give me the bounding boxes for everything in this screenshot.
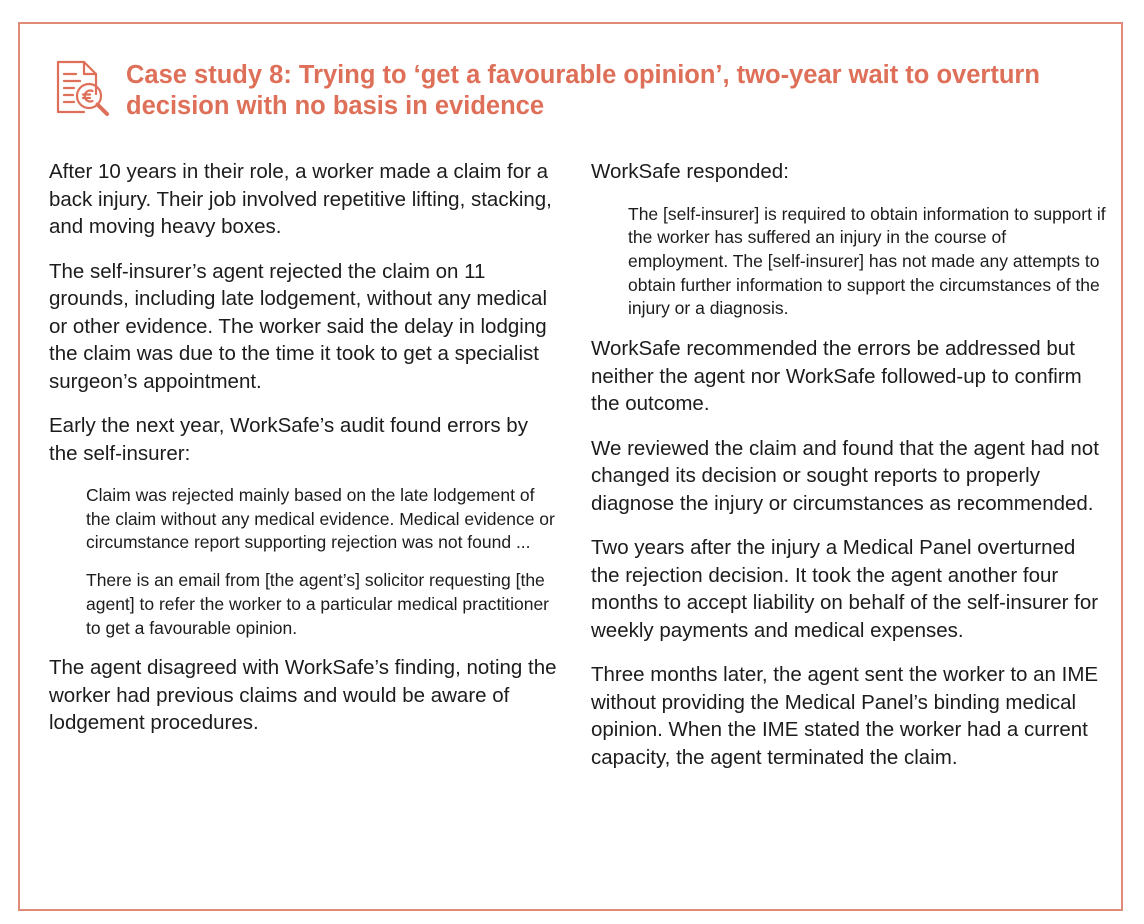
audit-quote: Claim was rejected mainly based on the late lodgement of the claim without any medical evidence. Medical evidence or circumstance report supporting rejection was not found ... bbox=[86, 485, 555, 553]
document-magnifier-icon bbox=[54, 60, 112, 118]
worksafe-quote: The [self-insurer] is required to obtain information to support if the worker has suffered an injury in the course of employment. The [self-insurer] has not made any attempts to obtain further information to support the circumstances of the injury or a diagnosis. bbox=[628, 203, 1106, 319]
paragraph: WorkSafe recommended the errors be addressed but neither the agent nor WorkSafe followed-up to confirm the outcome. bbox=[591, 337, 1082, 416]
paragraph: We reviewed the claim and found that the agent had not changed its decision or sought reports to properly diagnose the injury or circumstances as recommended. bbox=[591, 436, 1099, 515]
audit-quote: There is an email from [the agent’s] solicitor requesting [the agent] to refer the worker to a particular medical practitioner to get a favourable opinion. bbox=[86, 570, 549, 638]
paragraph: Early the next year, WorkSafe’s audit found errors by the self-insurer: bbox=[49, 414, 528, 465]
paragraph: The self-insurer’s agent rejected the claim on 11 grounds, including late lodgement, without any medical or other evidence. The worker said the delay in lodging the claim was due to the time it took to get a specialist surgeon’s appointment. bbox=[49, 259, 547, 393]
paragraph: After 10 years in their role, a worker made a claim for a back injury. Their job involved repetitive lifting, stacking, and moving heavy boxes. bbox=[49, 160, 552, 238]
left-column bbox=[49, 158, 559, 754]
paragraph: The agent disagreed with WorkSafe’s finding, noting the worker had previous claims and would be aware of lodgement procedures. bbox=[49, 656, 557, 735]
right-column bbox=[591, 158, 1106, 788]
paragraph: WorkSafe responded: bbox=[591, 160, 789, 183]
case-study-title: Case study 8: Trying to ‘get a favourable opinion’, two-year wait to overturn decision with no basis in evidence bbox=[126, 61, 1040, 120]
paragraph: Two years after the injury a Medical Panel overturned the rejection decision. It took the agent another four months to accept liability on behalf of the self-insurer for weekly payments and medical expenses. bbox=[591, 536, 1099, 642]
paragraph: Three months later, the agent sent the worker to an IME without providing the Medical Panel’s binding medical opinion. When the IME stated the worker had a current capacity, the agent terminated the claim. bbox=[591, 663, 1099, 769]
